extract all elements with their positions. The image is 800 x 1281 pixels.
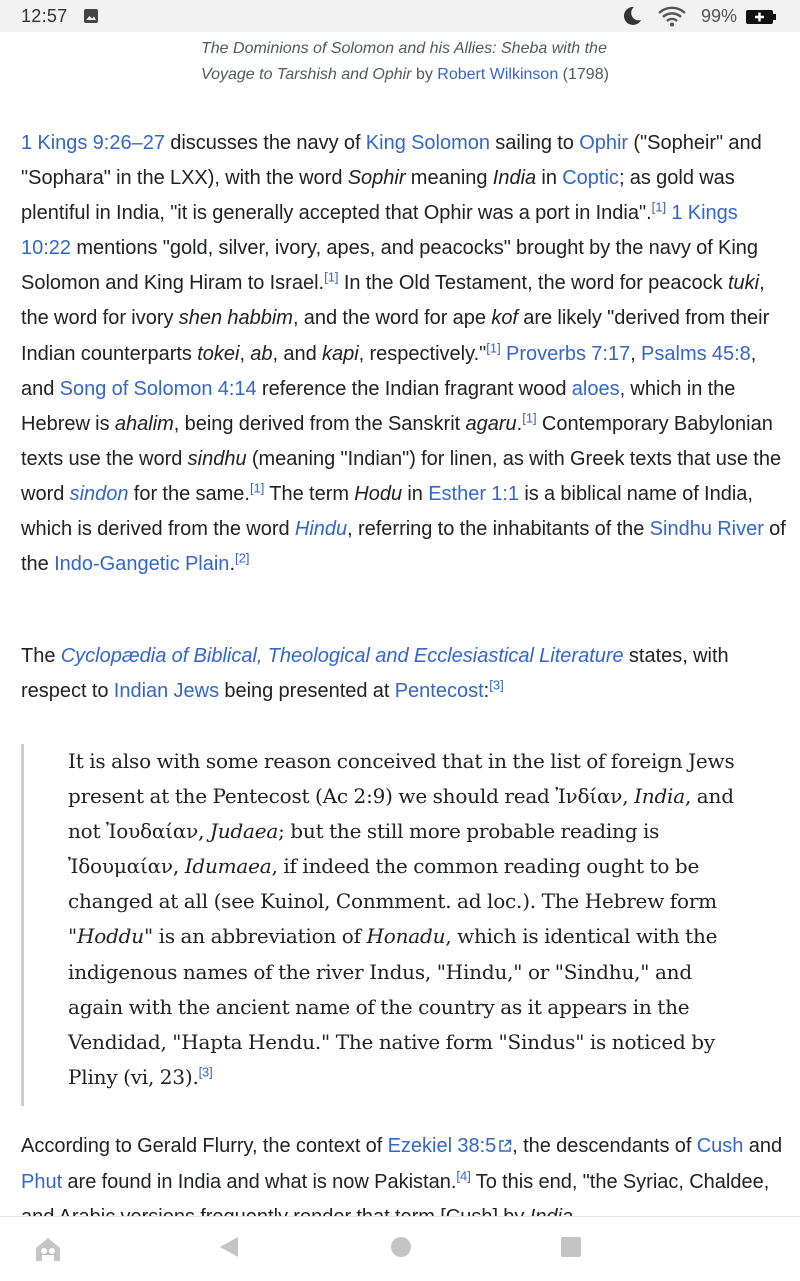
link-1-kings-10-22[interactable]: 1 Kings 10:22 [21, 202, 738, 260]
link-king-solomon[interactable]: King Solomon [365, 132, 491, 154]
text: , [630, 342, 642, 365]
home-icon[interactable] [33, 1235, 63, 1268]
back-icon[interactable] [218, 1235, 240, 1264]
text: In the Old Testament, the word for peacock [338, 272, 728, 295]
citation-1[interactable]: [1] [651, 199, 667, 215]
citation-3[interactable]: [3] [489, 677, 504, 693]
text: , and the word for ape [292, 307, 492, 330]
battery-charging-icon [745, 9, 777, 30]
text: . [516, 412, 523, 435]
system-navigation-bar [0, 1216, 800, 1281]
link-aloes[interactable]: aloes [571, 377, 620, 400]
citation-2[interactable]: [2] [235, 550, 250, 566]
text: being presented at [219, 680, 395, 703]
text: ; but the still more probable reading is Ἰδουμαίαν, [68, 819, 660, 879]
text: (meaning "Indian") for linen, as with Greek texts that use the word [21, 447, 782, 505]
link-indo-gangetic-plain[interactable]: Indo-Gangetic Plain [54, 553, 230, 576]
link-cyclopaedia[interactable]: Cyclopædia of Biblical, Theological and Ecclesiastical Literature [60, 645, 624, 667]
link-cush[interactable]: Cush [696, 1135, 744, 1157]
citation-1[interactable]: [1] [522, 410, 537, 426]
article-paragraph-2 [21, 639, 787, 709]
text: To this end, "the Syriac, Chaldee, [475, 1171, 770, 1194]
text: , [239, 342, 251, 365]
italic-term: agaru [465, 412, 517, 435]
text: , referring to the inhabitants of the [347, 518, 650, 541]
italic-term: tuki [727, 272, 760, 295]
link-sindhu-river[interactable]: Sindhu River [649, 518, 764, 541]
battery-level: 99% [701, 6, 738, 26]
citation-1[interactable]: [1] [324, 269, 339, 285]
text: for the same. [128, 482, 250, 505]
caption-by: by [411, 66, 438, 83]
text: reference the Indian fragrant wood [256, 377, 572, 400]
caption-year: (1798) [558, 66, 609, 83]
text: Contemporary Babylonian texts use the word [21, 412, 773, 470]
link-phut[interactable]: Phut [21, 1171, 63, 1194]
text: . [229, 553, 235, 576]
external-link-icon [498, 1130, 512, 1165]
text: The term [264, 482, 355, 505]
link-indian-jews[interactable]: Indian Jews [113, 680, 220, 703]
image-caption [201, 36, 621, 88]
link-coptic[interactable]: Coptic [562, 167, 619, 190]
status-time: 12:57 [21, 6, 68, 26]
text: states, with respect to [21, 645, 729, 703]
italic-term: ab [250, 342, 273, 365]
italic-term: ahalim [114, 412, 174, 435]
citation-1[interactable]: [1] [249, 480, 265, 496]
text: The [21, 645, 61, 667]
text: and [743, 1135, 783, 1157]
text: : [483, 680, 490, 703]
text: are likely "derived from their Indian counterparts [21, 307, 770, 365]
text: in [536, 167, 563, 190]
image-notification-icon [83, 8, 99, 29]
status-bar [0, 0, 800, 32]
italic-term: Judaea [209, 819, 279, 844]
wifi-icon [657, 5, 687, 32]
text: , and [272, 342, 322, 365]
link-ezekiel-38-5[interactable] [388, 1135, 513, 1157]
home-circle-icon[interactable] [390, 1235, 412, 1264]
link-hindu[interactable]: Hindu [294, 518, 348, 541]
blockquote-text [68, 744, 748, 1095]
link-sindon[interactable]: sindon [69, 482, 129, 505]
citation-4[interactable]: [4] [456, 1168, 471, 1184]
text: According to Gerald Flurry, the context of [21, 1135, 388, 1157]
text: ("Sopheir" and "Sophara" in the LXX), with the word [21, 132, 762, 190]
article-paragraph-1 [21, 126, 787, 582]
link-robert-wilkinson[interactable]: Robert Wilkinson [437, 66, 559, 83]
italic-term: Hodu [354, 482, 403, 505]
italic-term: Hoddu [77, 924, 144, 949]
caption-title: The Dominions of Solomon and his Allies: Sheba with the Voyage to Tarshish and Ophir [201, 40, 607, 83]
italic-term: Idumaea [184, 854, 272, 879]
link-label: Ezekiel 38:5 [387, 1135, 497, 1157]
link-song-of-solomon-4-14[interactable]: Song of Solomon 4:14 [59, 377, 257, 400]
link-esther-1-1[interactable]: Esther 1:1 [428, 482, 520, 505]
text: , which is identical with the indigenous names of the river Indus, "Hindu," or "Sindhu," and again with the ancient name of the country as it appears in the Vendidad, "Hapta Hendu." The native form "Sindus" is noticed by Pliny (vi, 23). [68, 924, 718, 1089]
text: of the [21, 518, 786, 576]
italic-term: shen habbim [178, 307, 293, 330]
moon-icon [621, 5, 643, 32]
text: mentions "gold, silver, ivory, apes, and peacocks" brought by the navy of King Solomon and King Hiram to Israel. [21, 237, 759, 295]
text: , if indeed the common reading ought to be changed at all (see Kuinol, Conmment. ad loc.). The Hebrew form " [68, 854, 717, 949]
link-psalms-45-8[interactable]: Psalms 45:8 [641, 342, 751, 365]
text: It is also with some reason conceived that in the list of foreign Jews present at the Pentecost (Ac 2:9) we should read Ἰνδίαν, [68, 749, 735, 809]
link-pentecost[interactable]: Pentecost [394, 680, 484, 703]
text: " is an abbreviation of [143, 924, 367, 949]
text: , the descendants of [512, 1135, 697, 1157]
citation-1[interactable]: [1] [486, 339, 501, 355]
text: is a biblical name of India, which is derived from the word [21, 482, 753, 541]
text: , the word for ivory [21, 272, 765, 330]
text: , and [21, 342, 757, 400]
text: meaning [405, 167, 493, 190]
italic-term: sindhu [187, 447, 247, 470]
text: sailing to [490, 132, 580, 154]
text: in [402, 482, 429, 505]
citation-3[interactable]: [3] [198, 1064, 213, 1080]
italic-term: India [634, 784, 685, 809]
recents-icon[interactable] [560, 1235, 582, 1264]
link-proverbs-7-17[interactable]: Proverbs 7:17 [506, 342, 631, 365]
text: ; as gold was plentiful in India, "it is generally accepted that Ophir was a port in India". [21, 167, 735, 225]
italic-term: kof [491, 307, 518, 330]
blockquote [21, 744, 764, 1106]
text: are found in India and what is now Pakistan. [62, 1171, 457, 1194]
italic-term: tokei [197, 342, 240, 365]
link-1-kings-9-26[interactable]: 1 Kings 9:26–27 [21, 132, 165, 154]
text: , respectively." [358, 342, 487, 365]
italic-term: India [492, 167, 537, 190]
text: , being derived from the Sanskrit [173, 412, 466, 435]
italic-term: Sophir [347, 167, 406, 190]
text: , which in the Hebrew is [21, 377, 736, 435]
link-ophir[interactable]: Ophir [579, 132, 629, 154]
italic-term: Honadu [366, 924, 446, 949]
text: discusses the navy of [164, 132, 366, 154]
italic-term: kapi [321, 342, 359, 365]
text: , and not Ἰουδαίαν, [68, 784, 734, 844]
